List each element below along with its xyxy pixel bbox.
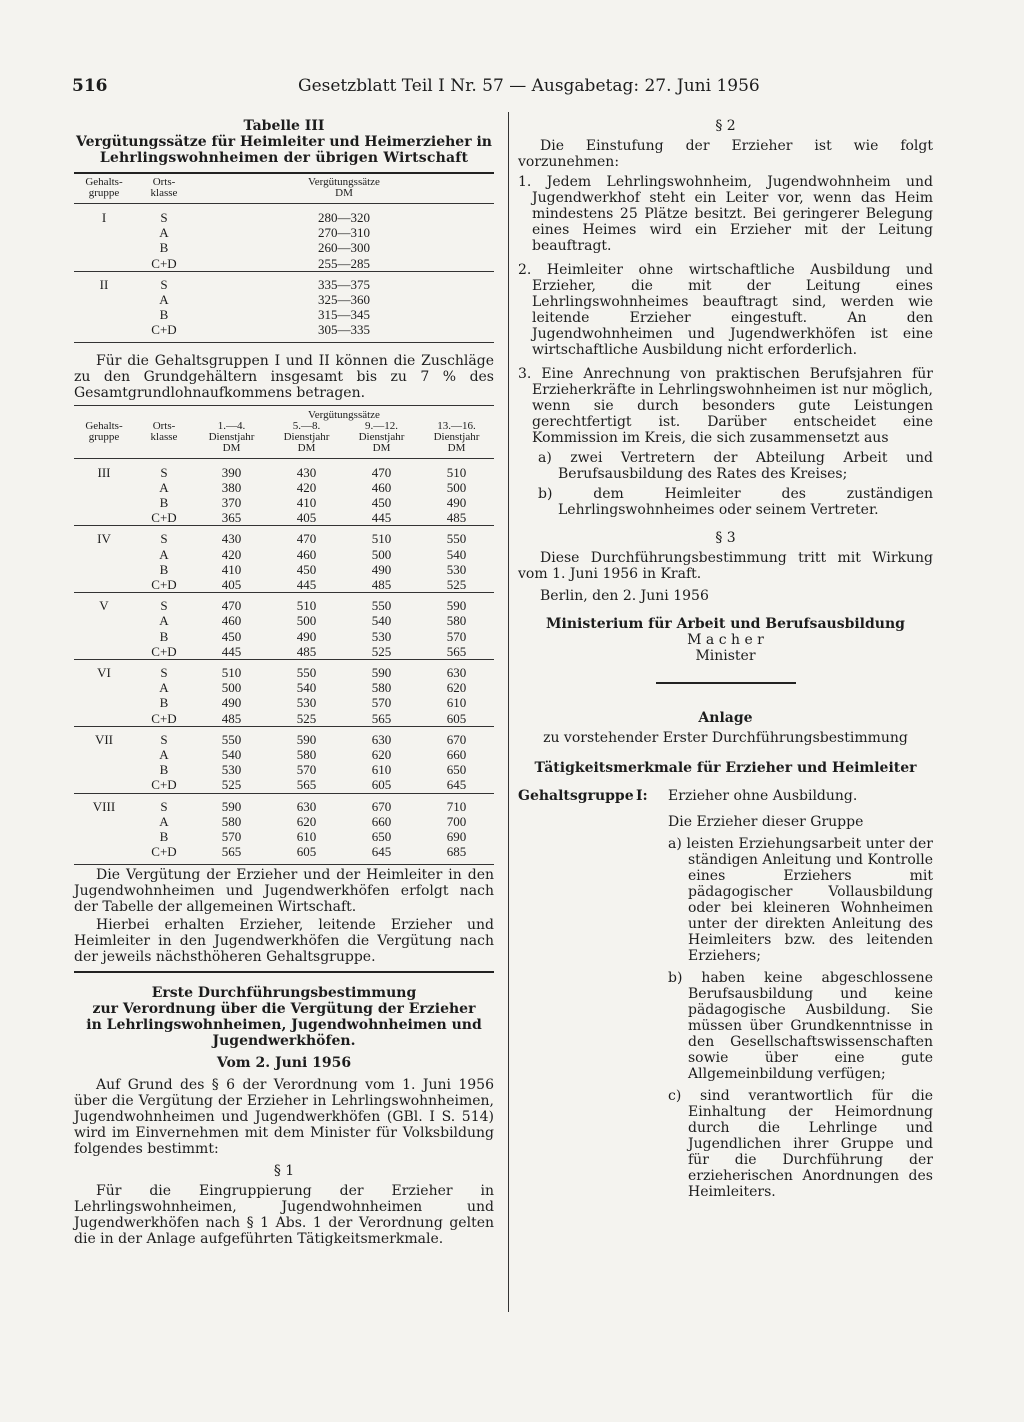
gehaltsgruppe-cell (74, 292, 134, 307)
verguetung-cell: 405 (296, 510, 317, 526)
verguetung-cell: 445 (371, 510, 392, 526)
signer-role: Minister (695, 648, 756, 664)
verguetung-cell: 570 (371, 695, 392, 711)
ortsklasse-cell: C+D (151, 710, 177, 726)
verguetung-cell: 430 (194, 526, 269, 547)
verguetung-cell: 510 (194, 660, 269, 681)
verguetung-cell: 540 (371, 613, 392, 629)
gehaltsgruppe-cell: VI (74, 660, 134, 681)
verguetung-cell: 710 (419, 793, 494, 814)
verguetung-cell: 620 (446, 680, 467, 696)
ortsklasse-cell: A (159, 680, 169, 696)
verguetung-cell: 565 (296, 777, 317, 793)
table3-title: Tabelle III (243, 118, 325, 134)
gehaltsgruppe-cell (74, 762, 134, 777)
gehaltsgruppe-cell (74, 577, 134, 593)
verguetung-cell: 565 (221, 844, 242, 860)
table-row (74, 547, 494, 562)
signer-name: M a c h e r (687, 632, 764, 648)
gehaltsgruppe-cell (74, 644, 134, 660)
ortsklasse-cell: S (160, 210, 168, 225)
verguetung-cell: 510 (446, 464, 467, 480)
verguetung-cell: 445 (221, 643, 242, 659)
table1-bottom-rule (74, 342, 494, 343)
ortsklasse-cell: C+D (151, 322, 177, 338)
verguetung-cell: 570 (296, 762, 317, 778)
gehaltsgruppe-cell (74, 322, 134, 337)
table-row (74, 204, 494, 226)
verguetung-cell: 590 (269, 726, 344, 747)
verguetung-cell: 610 (296, 829, 317, 845)
ortsklasse-cell: A (159, 292, 169, 308)
gruppe-item-b: b) haben keine abgeschlossene Berufsausbildung und keine pädagogische Ausbildung. Sie müssen über Grundkenntnisse in den Gesellschaftswissenschaften sowie über eine gute Allgemeinbildung verfügen; (668, 970, 933, 1082)
gruppe-item-c: c) sind verantwortlich für die Einhaltung der Heimordnung durch die Lehrlinge und Jugendlichen ihrer Gruppe und für die Durchführung der erzieherischen Anordnungen des Heimleiters. (668, 1088, 933, 1200)
gehaltsgruppe-cell (74, 480, 134, 495)
gruppe-item-a: a) leisten Erziehungsarbeit unter der ständigen Anleitung und Kontrolle eines Erziehers mit pädagogischer Vollausbildung oder bei kleineren Wohnheimen unter der direkten Anleitung des Heimleiters bzw. des leitenden Erziehers; (668, 836, 933, 964)
verguetung-cell: 580 (446, 613, 467, 629)
para-aufgrund: Auf Grund des § 6 der Verordnung vom 1. Juni 1956 über die Vergütung der Erzieher in Lehrlingswohnheimen, Jugendwohnheimen und Jugendwerkhöfen (GBl. I S. 514) wird im Einvernehmen mit dem Minister für Volksbildung folgendes bestimmt: (74, 1076, 494, 1157)
gehaltsgruppe-cell (74, 225, 134, 240)
gehaltsgruppe-cell (74, 547, 134, 562)
verguetung-cell: 485 (371, 577, 392, 593)
verguetung-cell: 490 (446, 495, 467, 511)
section-1-heading: § 1 (273, 1162, 295, 1179)
table-row (74, 526, 494, 547)
decree-title-3: in Lehrlingswohnheimen, Jugendwohnheimen und (86, 1016, 482, 1033)
verguetung-cell: 510 (269, 593, 344, 614)
ortsklasse-cell: C+D (151, 255, 177, 271)
table2-top-rule (74, 405, 494, 406)
verguetung-cell: 580 (296, 747, 317, 763)
table-row (74, 762, 494, 777)
verguetung-cell: 370 (221, 495, 242, 511)
verguetung-cell: 550 (194, 726, 269, 747)
gehaltsgruppe-cell: VII (74, 726, 134, 747)
taetigkeit-title: Tätigkeitsmerkmale für Erzieher und Heimleiter (534, 760, 917, 776)
gruppe-intro: Die Erzieher dieser Gruppe (668, 814, 864, 830)
t2-col-13-16: 13.—16. Dienstjahr DM (419, 421, 494, 459)
ortsklasse-cell: C+D (151, 577, 177, 593)
verguetung-cell: 550 (344, 593, 419, 614)
ortsklasse-cell: S (134, 526, 194, 547)
verguetung-cell: 510 (344, 526, 419, 547)
t1-col-ortsklasse: Orts- klasse (134, 177, 194, 204)
place-date: Berlin, den 2. Juni 1956 (540, 588, 709, 604)
ortsklasse-cell: C+D (151, 643, 177, 659)
para-section-2: Die Einstufung der Erzieher ist wie folgt vorzunehmen: (518, 138, 933, 170)
table-row (74, 577, 494, 593)
gehaltsgruppe-number: I: (636, 788, 648, 804)
verguetung-cell: 470 (371, 464, 392, 480)
gehaltsgruppe-desc: Erzieher ohne Ausbildung. (668, 788, 858, 804)
header-title: Gesetzblatt Teil I Nr. 57 — Ausgabetag: 27. Juni 1956 (298, 76, 760, 96)
verguetung-cell: 490 (221, 695, 242, 711)
para-hierbei: Hierbei erhalten Erzieher, leitende Erzieher und Heimleiter in den Jugendwerkhöfen die Vergütung nach der jeweils nächsthöheren Gehaltsgruppe. (74, 916, 494, 965)
verguetung-cell: 540 (446, 546, 467, 562)
para-section-1: Für die Eingruppierung der Erzieher in Lehrlingswohnheimen, Jugendwohnheimen und Jugendwerkhöfen nach § 1 Abs. 1 der Verordnung gelten die in der Anlage aufgeführten Tätigkeitsmerkmale. (74, 1182, 494, 1247)
table-row (74, 629, 494, 644)
table-row (74, 307, 494, 322)
verguetung-cell: 590 (194, 793, 269, 814)
ortsklasse-cell: B (159, 240, 169, 256)
list-item-3b: b) dem Heimleiter des zuständigen Lehrlingswohnheimes oder seinem Vertreter. (538, 486, 933, 518)
verguetung-cell: 280—320 (318, 210, 370, 225)
column-divider (508, 112, 509, 1312)
verguetung-cell: 420 (221, 546, 242, 562)
verguetung-cell: 530 (446, 561, 467, 577)
t2-col-9-12: 9.—12. Dienstjahr DM (344, 421, 419, 459)
ortsklasse-cell: S (134, 271, 194, 292)
verguetung-cell: 590 (344, 660, 419, 681)
verguetung-cell: 305—335 (318, 322, 370, 338)
verguetung-cell: 570 (221, 829, 242, 845)
anlage-rule (656, 682, 796, 684)
verguetung-cell: 525 (296, 710, 317, 726)
verguetung-cell: 460 (296, 546, 317, 562)
ortsklasse-cell: S (134, 593, 194, 614)
verguetung-cell: 630 (419, 660, 494, 681)
decree-title-1: Erste Durchführungsbestimmung (151, 984, 417, 1001)
verguetung-cell: 460 (221, 613, 242, 629)
page-header (72, 76, 942, 98)
table3-top-rule (74, 172, 494, 174)
verguetung-cell: 550 (269, 660, 344, 681)
gehaltsgruppe-cell (74, 256, 134, 272)
section-3-heading: § 3 (715, 530, 736, 546)
verguetung-cell: 390 (221, 464, 242, 480)
verguetung-cell: 620 (296, 813, 317, 829)
gehaltsgruppe-line (518, 788, 933, 804)
gehaltsgruppe-cell (74, 495, 134, 510)
ortsklasse-cell: S (134, 793, 194, 814)
t2-col-1-4: 1.—4. Dienstjahr DM (194, 421, 269, 459)
gehaltsgruppe-cell (74, 510, 134, 526)
verguetung-cell: 530 (296, 695, 317, 711)
verguetung-cell: 365 (221, 510, 242, 526)
verguetung-cell: 580 (371, 680, 392, 696)
ortsklasse-cell: B (159, 628, 169, 644)
gehaltsgruppe-cell (74, 307, 134, 322)
table-row (74, 593, 494, 614)
verguetung-cell: 660 (371, 813, 392, 829)
gehaltsgruppe-cell (74, 695, 134, 710)
verguetung-cell: 380 (221, 479, 242, 495)
gehaltsgruppe-cell (74, 613, 134, 628)
verguetung-cell: 605 (446, 710, 467, 726)
verguetung-cell: 485 (296, 643, 317, 659)
table-row (74, 240, 494, 255)
salary-table-1 (74, 177, 494, 338)
verguetung-cell: 410 (221, 561, 242, 577)
t2-col-5-8: 5.—8. Dienstjahr DM (269, 421, 344, 459)
table-row (74, 829, 494, 844)
verguetung-cell: 260—300 (318, 240, 370, 256)
gehaltsgruppe-cell (74, 777, 134, 793)
gehaltsgruppe-cell (74, 711, 134, 727)
verguetung-cell: 540 (221, 747, 242, 763)
section-rule (74, 971, 494, 973)
table-row (74, 322, 494, 337)
verguetung-cell: 500 (446, 479, 467, 495)
ortsklasse-cell: B (159, 495, 169, 511)
table-row (74, 793, 494, 814)
ortsklasse-cell: B (159, 829, 169, 845)
decree-date: Vom 2. Juni 1956 (216, 1054, 352, 1071)
ortsklasse-cell: C+D (151, 510, 177, 526)
decree-title-2: zur Verordnung über die Vergütung der Erzieher (92, 1000, 476, 1017)
left-column (74, 118, 494, 1247)
table-row (74, 480, 494, 495)
table-row (74, 660, 494, 681)
verguetung-cell: 445 (296, 577, 317, 593)
ortsklasse-cell: B (159, 695, 169, 711)
verguetung-cell: 550 (419, 526, 494, 547)
ortsklasse-cell: A (159, 546, 169, 562)
list-item-3: 3. Eine Anrechnung von praktischen Berufsjahren für Erzieherkräfte in Lehrlingswohnheimen ist nur möglich, wenn sie durch besonders gute Leistungen gerechtfertigt ist. Darüber entscheidet eine Kommission im Kreis, die sich zusammensetzt aus (518, 366, 933, 446)
gehaltsgruppe-cell (74, 814, 134, 829)
list-item-1: 1. Jedem Lehrlingswohnheim, Jugendwohnheim und Jugendwerkhof steht ein Leiter vor, wenn das Heim mindestens 25 Plätze besitzt. Bei geringerer Belegung eines Heimes wird ein Erzieher mit der Leitung beauftragt. (518, 174, 933, 254)
verguetung-cell: 315—345 (318, 307, 370, 323)
verguetung-cell: 605 (371, 777, 392, 793)
table-row (74, 777, 494, 793)
verguetung-cell: 405 (221, 577, 242, 593)
anlage-title: Anlage (698, 710, 753, 726)
table-row (74, 711, 494, 727)
gehaltsgruppe-cell (74, 240, 134, 255)
verguetung-cell: 450 (371, 495, 392, 511)
table-row (74, 644, 494, 660)
table-row (74, 292, 494, 307)
ortsklasse-cell: A (159, 813, 169, 829)
verguetung-cell: 540 (296, 680, 317, 696)
t2-col-ortsklasse: Orts- klasse (134, 421, 194, 459)
verguetung-cell: 485 (446, 510, 467, 526)
verguetung-cell: 485 (221, 710, 242, 726)
verguetung-cell: 490 (371, 561, 392, 577)
table3-subtitle-1: Vergütungssätze für Heimleiter und Heimerzieher in (76, 134, 492, 150)
table-row (74, 680, 494, 695)
verguetung-cell: 700 (446, 813, 467, 829)
verguetung-cell: 660 (446, 747, 467, 763)
page-number: 516 (72, 76, 108, 96)
verguetung-cell: 645 (446, 777, 467, 793)
list-item-2: 2. Heimleiter ohne wirtschaftliche Ausbildung und Erzieher, die mit der Leitung eines Lehrlingswohnheimes beauftragt sind, werden wie leitende Erzieher eingestuft. An den Jugendwohnheimen und Jugendwerkhöfen ist eine wirtschaftliche Ausbildung nicht erforderlich. (518, 262, 933, 358)
gehaltsgruppe-cell: I (101, 210, 107, 225)
table-row (74, 256, 494, 272)
gehaltsgruppe-label: Gehaltsgruppe (518, 788, 634, 804)
table-row (74, 814, 494, 829)
verguetung-cell: 565 (371, 710, 392, 726)
verguetung-cell: 420 (296, 479, 317, 495)
verguetung-cell: 450 (221, 628, 242, 644)
decree-title-4: Jugendwerkhöfen. (212, 1032, 356, 1049)
table-row (74, 495, 494, 510)
ministry-name: Ministerium für Arbeit und Berufsausbildung (546, 616, 905, 632)
verguetung-cell: 430 (296, 464, 317, 480)
verguetung-cell: 500 (296, 613, 317, 629)
verguetung-cell: 530 (371, 628, 392, 644)
t1-col-gehaltsgruppe: Gehalts- gruppe (74, 177, 134, 204)
ortsklasse-cell: B (159, 762, 169, 778)
verguetung-cell: 525 (221, 777, 242, 793)
verguetung-cell: 570 (446, 628, 467, 644)
verguetung-cell: 670 (344, 793, 419, 814)
ortsklasse-cell: S (134, 726, 194, 747)
gehaltsgruppe-cell (74, 680, 134, 695)
table-row (74, 510, 494, 526)
ortsklasse-cell: S (134, 660, 194, 681)
verguetung-cell: 645 (371, 844, 392, 860)
verguetung-cell: 470 (269, 526, 344, 547)
salary-table-2 (74, 410, 494, 860)
table-row (74, 562, 494, 577)
gehaltsgruppe-cell: V (74, 593, 134, 614)
ortsklasse-cell: A (159, 479, 169, 495)
table-row (74, 844, 494, 859)
table-row (74, 747, 494, 762)
verguetung-cell: 460 (371, 479, 392, 495)
para-zuschlaege: Für die Gehaltsgruppen I und II können die Zuschläge zu den Grundgehältern insgesamt bis zu 7 % des Gesamtgrundlohnaufkommens betragen. (74, 352, 494, 401)
ortsklasse-cell: C+D (151, 777, 177, 793)
gehaltsgruppe-cell: II (74, 271, 134, 292)
verguetung-cell: 650 (446, 762, 467, 778)
ortsklasse-cell: S (160, 464, 168, 480)
verguetung-cell: 255—285 (318, 255, 370, 271)
t1-col-verguetung: Vergütungssätze DM (194, 177, 494, 204)
ortsklasse-cell: A (159, 747, 169, 763)
verguetung-cell: 525 (371, 643, 392, 659)
verguetung-cell: 500 (221, 680, 242, 696)
table-row (74, 726, 494, 747)
table-row (74, 225, 494, 240)
gehaltsgruppe-cell: III (97, 464, 111, 480)
anlage-subtitle: zu vorstehender Erster Durchführungsbestimmung (543, 730, 908, 746)
list-item-3a: a) zwei Vertretern der Abteilung Arbeit und Berufsausbildung des Rates des Kreises; (538, 450, 933, 482)
ortsklasse-cell: C+D (151, 844, 177, 860)
ortsklasse-cell: A (159, 225, 169, 241)
table2-bottom-rule (74, 864, 494, 865)
table-row (74, 695, 494, 710)
verguetung-cell: 605 (296, 844, 317, 860)
verguetung-cell: 630 (269, 793, 344, 814)
para-verguetung: Die Vergütung der Erzieher und der Heimleiter in den Jugendwohnheimen und Jugendwerkhöfen erfolgt nach der Tabelle der allgemeinen Wirtschaft. (74, 866, 494, 915)
verguetung-cell: 620 (371, 747, 392, 763)
verguetung-cell: 490 (296, 628, 317, 644)
right-column (518, 118, 933, 1200)
table-row (74, 458, 494, 480)
verguetung-cell: 500 (371, 546, 392, 562)
gehaltsgruppe-cell (74, 829, 134, 844)
gehaltsgruppe-cell: VIII (74, 793, 134, 814)
verguetung-cell: 580 (221, 813, 242, 829)
table3-subtitle-2: Lehrlingswohnheimen der übrigen Wirtschaft (99, 150, 469, 166)
ortsklasse-cell: A (159, 613, 169, 629)
verguetung-cell: 410 (296, 495, 317, 511)
verguetung-cell: 590 (419, 593, 494, 614)
verguetung-cell: 335—375 (194, 271, 494, 292)
verguetung-cell: 525 (446, 577, 467, 593)
t2-col-gehaltsgruppe: Gehalts- gruppe (74, 421, 134, 459)
verguetung-cell: 610 (371, 762, 392, 778)
gehaltsgruppe-cell (74, 629, 134, 644)
gehaltsgruppe-cell (74, 844, 134, 859)
verguetung-cell: 690 (446, 829, 467, 845)
gehaltsgruppe-cell (74, 562, 134, 577)
verguetung-cell: 325—360 (318, 292, 370, 308)
verguetung-cell: 450 (296, 561, 317, 577)
ortsklasse-cell: B (159, 307, 169, 323)
verguetung-cell: 670 (419, 726, 494, 747)
verguetung-cell: 470 (194, 593, 269, 614)
gehaltsgruppe-cell: IV (74, 526, 134, 547)
gehaltsgruppe-cell (74, 747, 134, 762)
verguetung-cell: 610 (446, 695, 467, 711)
verguetung-cell: 565 (446, 643, 467, 659)
verguetung-cell: 630 (344, 726, 419, 747)
table-row (74, 271, 494, 292)
para-section-3: Diese Durchführungsbestimmung tritt mit Wirkung vom 1. Juni 1956 in Kraft. (518, 550, 933, 582)
section-2-heading: § 2 (715, 118, 736, 134)
verguetung-cell: 650 (371, 829, 392, 845)
verguetung-cell: 685 (446, 844, 467, 860)
verguetung-cell: 270—310 (318, 225, 370, 241)
verguetung-cell: 530 (221, 762, 242, 778)
t2-col-verguetung: Vergütungssätze (308, 408, 380, 421)
table-row (74, 613, 494, 628)
ortsklasse-cell: B (159, 561, 169, 577)
